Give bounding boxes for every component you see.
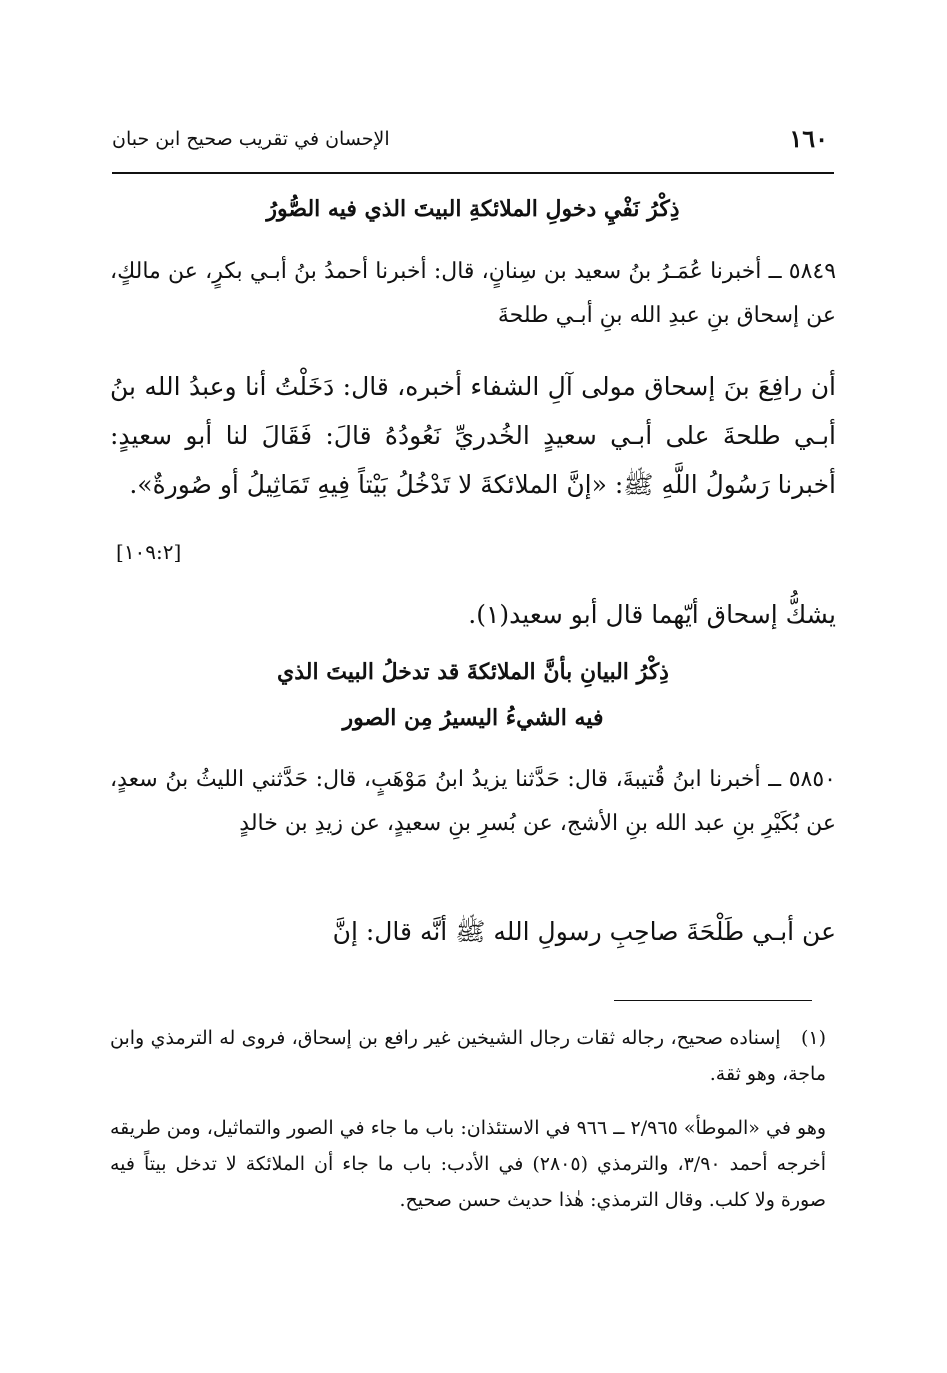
running-header bbox=[112, 122, 834, 172]
hadith-number-5849: ٥٨٤٩ ــ bbox=[768, 259, 837, 284]
header-rule bbox=[112, 172, 834, 174]
narrator-doubt-note: يشكُّ إسحاق أيّهما قال أبو سعيد(١). bbox=[468, 600, 836, 629]
hadith-5850-isnad bbox=[110, 758, 836, 846]
chapter-heading-2-line1: ذِكْرُ البيانِ بأنَّ الملائكةَ قد تدخلُ البيتَ الذي bbox=[277, 659, 669, 685]
footnote-1 bbox=[110, 1020, 826, 1092]
hadith-5850-matn: عن أبـي طَلْحَةَ صاحِبِ رسولِ الله ﷺ أنَّه قال: إنَّ bbox=[332, 917, 836, 946]
footnote-1-text: إسناده صحيح، رجاله ثقات رجال الشيخين غير رافع بن إسحاق، فروى له الترمذي وابن ماجة، وهو ثقة. bbox=[110, 1027, 826, 1085]
book-title: الإحسان في تقريب صحيح ابن حبان bbox=[112, 128, 390, 150]
footnote-1-continuation: وهو في «الموطأ» ٢/٩٦٥ ــ ٩٦٦ في الاستئذان: باب ما جاء في الصور والتماثيل، ومن طريقه أخرجه أحمد ٣/٩٠، والترمذي (٢٨٠٥) في الأدب: باب ما جاء أن الملائكة لا تدخل بيتاً فيه صورة ولا كلب. وقال الترمذي: هٰذا حديث حسن صحيح. bbox=[110, 1117, 827, 1211]
hadith-number-5850: ٥٨٥٠ ــ bbox=[768, 767, 836, 792]
reference-citation bbox=[116, 540, 181, 564]
hadith-5849-matn: أن رافِعَ بنَ إسحاق مولى آلِ الشفاء أخبره، قال: دَخَلْتُ أنا وعبدُ الله بنُ أبـي طلحةَ على أبـي سعيدٍ الخُدريِّ نَعُودُهُ قالَ: فَقَالَ لنا أبو سعيدٍ: أخبرنا رَسُولُ اللَّهِ ﷺ: «إنَّ الملائكةَ لا تَدْخُلُ بَيْتاً فِيهِ تَمَاثِيلُ أو صُورةٌ». bbox=[110, 372, 836, 499]
footnote-rule bbox=[614, 1000, 812, 1001]
isnad-text-5849: أخبرنا عُمَـرُ بنُ سعيد بن سِنانٍ، قال: أخبرنا أحمدُ بنُ أبـي بكرٍ، عن مالكٍ، عن إسحاق بنِ عبدِ الله بنِ أبـي طلحةَ bbox=[110, 259, 836, 328]
reference-text: [١٠٩:٢] bbox=[116, 540, 182, 564]
hadith-5849-isnad bbox=[110, 250, 836, 338]
chapter-heading-1: ذِكْرُ نَفْيِ دخولِ الملائكةِ البيتَ الذي فيه الصُّورُ bbox=[266, 196, 680, 222]
footnote-number: (١) bbox=[800, 1027, 826, 1049]
chapter-heading-2-line2: فيه الشيءُ اليسيرُ مِن الصور bbox=[342, 705, 604, 731]
page-number: ١٦٠ bbox=[789, 124, 828, 153]
isnad-text-5850: أخبرنا ابنُ قُتيبةَ، قال: حَدَّثنا يزيدُ ابنُ مَوْهَبٍ، قال: حَدَّثني الليثُ بنُ سعدٍ، عن بُكَيْرِ بنِ عبد الله بنِ الأشج، عن بُسرِ بنِ سعيدٍ، عن زيدِ بن خالدٍ bbox=[110, 767, 836, 836]
